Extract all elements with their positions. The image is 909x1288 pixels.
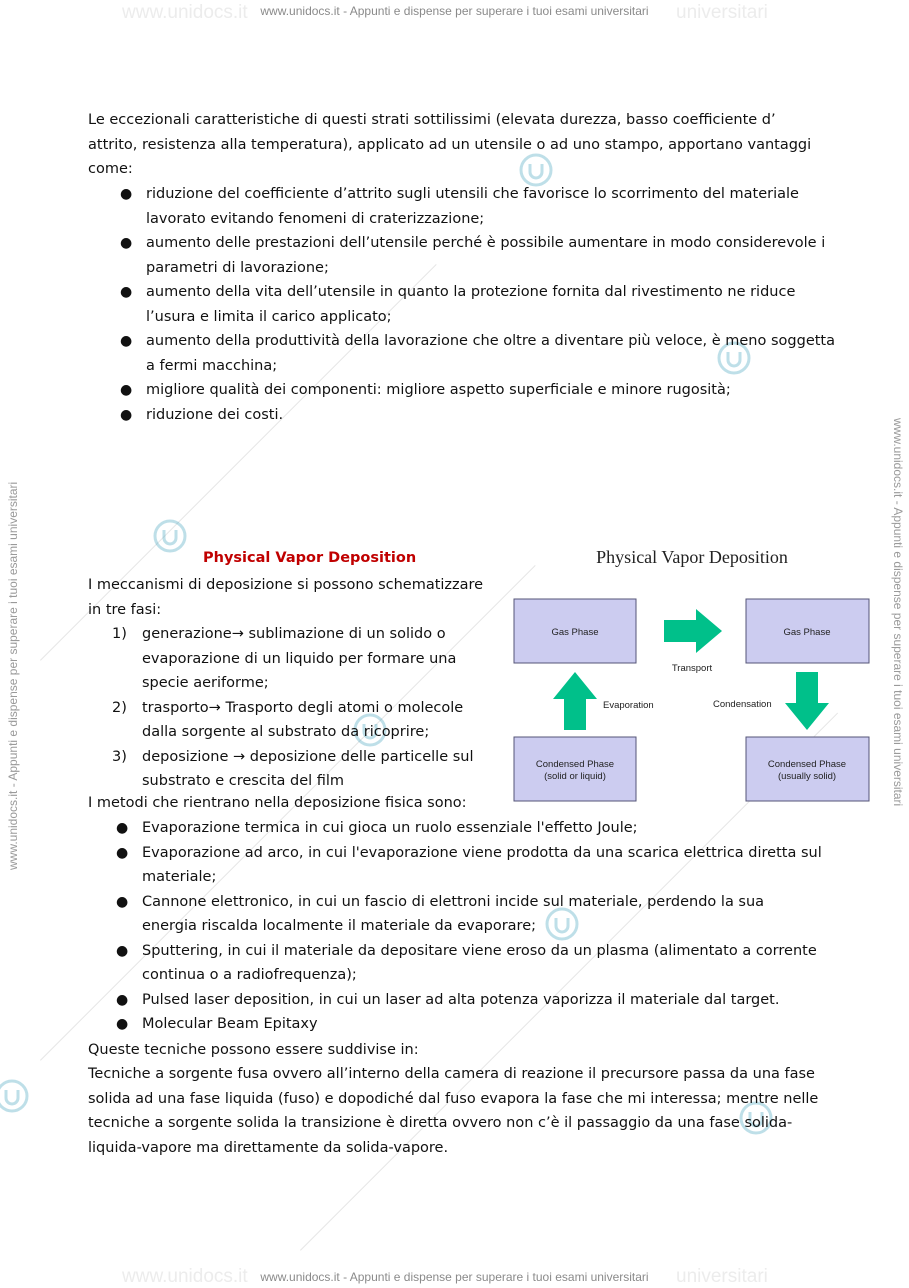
step-number: 3)	[112, 748, 127, 765]
bullet-icon: ●	[120, 284, 133, 300]
list-item-text: Pulsed laser deposition, in cui un laser ad alta potenza vaporizza il materiale dal target.	[142, 991, 780, 1008]
bullet-icon: ●	[116, 942, 129, 959]
list-item	[116, 1012, 822, 1037]
list-item	[112, 745, 494, 794]
list-item-text: aumento delle prestazioni dell’utensile perché è possibile aumentare in modo considerevole i parametri di lavorazione;	[146, 235, 826, 276]
list-item	[112, 696, 494, 745]
advantages-list	[120, 182, 836, 427]
bullet-icon: ●	[120, 406, 133, 423]
bullet-icon: ●	[116, 820, 129, 836]
condensed-phase-label-left: Condensed Phase	[535, 759, 615, 770]
watermark-ghost-left: www.unidocs.it	[122, 2, 248, 23]
step-number: 2)	[112, 699, 127, 716]
list-item-text: aumento della vita dell’utensile in quanto la protezione fornita dal rivestimento ne riduce l’usura e limita il carico applicato;	[146, 284, 796, 325]
condensed-phase-label-right: Condensed Phase	[767, 759, 847, 770]
list-item-text: Evaporazione termica in cui gioca un ruolo essenziale l'effetto Joule;	[142, 820, 638, 836]
list-item	[116, 890, 822, 939]
bullet-icon: ●	[120, 333, 133, 349]
step-text: trasporto→ Trasporto degli atomi o molecole dalla sorgente al substrato da ricoprire;	[142, 699, 464, 740]
bullet-icon: ●	[116, 893, 129, 910]
pvd-diagram	[510, 540, 890, 810]
watermark-footer: www.unidocs.it - Appunti e dispense per superare i tuoi esami universitari	[260, 1270, 649, 1284]
watermark-side-right: www.unidocs.it - Appunti e dispense per superare i tuoi esami universitari	[891, 418, 905, 807]
bullet-icon: ●	[116, 1016, 129, 1032]
watermark-ghost-right: universitari	[676, 2, 768, 23]
diagram-title: Physical Vapor Deposition	[596, 547, 788, 567]
pvd-steps-list	[112, 622, 494, 794]
closing-paragraph: Tecniche a sorgente fusa ovvero all’interno della camera di reazione il precursore passa da una fase solida ad una fase liquida (fuso) e dopodiché dal fuso evapora la fase che mi interessa; mentre nelle tecniche a sorgente solida la transizione è diretta ovvero non c’è il passaggio da una fase solida-liquida-vapore ma direttamente da solida-vapore.	[88, 1066, 819, 1156]
list-item	[120, 182, 836, 231]
condensation-arrow-icon	[785, 672, 829, 730]
gas-phase-label-right: Gas Phase	[783, 627, 831, 638]
step-text: generazione→ sublimazione di un solido o evaporazione di un liquido per formare una specie aeriforme;	[142, 626, 457, 691]
list-item	[116, 988, 822, 1013]
bullet-icon: ●	[120, 235, 133, 251]
list-item-text: Sputtering, in cui il materiale da depositare viene eroso da un plasma (alimentato a corrente continua o a radiofrequenza);	[142, 942, 817, 983]
transport-arrow-icon	[664, 609, 722, 653]
step-number: 1)	[112, 626, 127, 642]
unidocs-logo-icon	[152, 518, 188, 554]
condensation-label: Condensation	[713, 699, 772, 710]
intro-paragraph: Le eccezionali caratteristiche di questi strati sottilissimi (elevata durezza, basso coefficiente d’ attrito, resistenza alla temperatura), applicato ad un utensile o ad uno stampo, apportano vantaggi come:	[88, 112, 812, 177]
list-item-text: Evaporazione ad arco, in cui l'evaporazione viene prodotta da una scarica elettrica diretta sul materiale;	[142, 844, 822, 885]
condensed-phase-sublabel-right: (usually solid)	[777, 771, 837, 782]
bullet-icon: ●	[120, 186, 133, 202]
list-item	[116, 816, 822, 841]
list-item	[120, 231, 836, 280]
watermark-ghost-left-bottom: www.unidocs.it	[122, 1266, 248, 1287]
list-item-text: aumento della produttività della lavorazione che oltre a diventare più veloce, è meno soggetta a fermi macchina;	[146, 333, 835, 374]
watermark-side-left: www.unidocs.it - Appunti e dispense per superare i tuoi esami universitari	[6, 481, 20, 870]
bullet-icon: ●	[120, 382, 133, 398]
list-item	[120, 329, 836, 378]
bullet-icon: ●	[116, 844, 129, 861]
watermark-ghost-right-bottom: universitari	[676, 1266, 768, 1287]
list-item	[116, 841, 822, 890]
unidocs-logo-icon	[0, 1078, 30, 1114]
list-item-text: migliore qualità dei componenti: migliore aspetto superficiale e minore rugosità;	[146, 382, 731, 398]
list-item	[120, 378, 836, 403]
list-item	[112, 622, 494, 696]
list-item-text: Cannone elettronico, in cui un fascio di elettroni incide sul materiale, perdendo la sua energia riscalda localmente il materiale da evaporare;	[142, 893, 765, 934]
transport-label: Transport	[671, 663, 713, 674]
list-item	[116, 939, 822, 988]
evaporation-label: Evaporation	[603, 700, 654, 711]
list-item-text: riduzione del coefficiente d’attrito sugli utensili che favorisce lo scorrimento del materiale lavorato evitando fenomeni di craterizzazione;	[146, 186, 799, 227]
list-item-text: Molecular Beam Epitaxy	[142, 1016, 318, 1032]
methods-intro: I metodi che rientrano nella deposizione fisica sono:	[88, 795, 467, 811]
step-text: deposizione → deposizione delle particelle sul substrato e crescita del film	[142, 748, 474, 789]
list-item-text: riduzione dei costi.	[146, 406, 284, 423]
closing-line: Queste tecniche possono essere suddivise in:	[88, 1042, 419, 1058]
gas-phase-label-left: Gas Phase	[551, 627, 599, 638]
section-heading: Physical Vapor Deposition	[203, 550, 417, 566]
bullet-icon: ●	[116, 991, 129, 1008]
list-item	[120, 403, 836, 428]
watermark-header: www.unidocs.it - Appunti e dispense per superare i tuoi esami universitari	[260, 4, 649, 18]
methods-list	[116, 816, 822, 1037]
list-item	[120, 280, 836, 329]
evaporation-arrow-icon	[553, 672, 597, 730]
pvd-intro: I meccanismi di deposizione si possono schematizzare in tre fasi:	[88, 577, 484, 618]
condensed-phase-sublabel-left: (solid or liquid)	[544, 771, 606, 782]
